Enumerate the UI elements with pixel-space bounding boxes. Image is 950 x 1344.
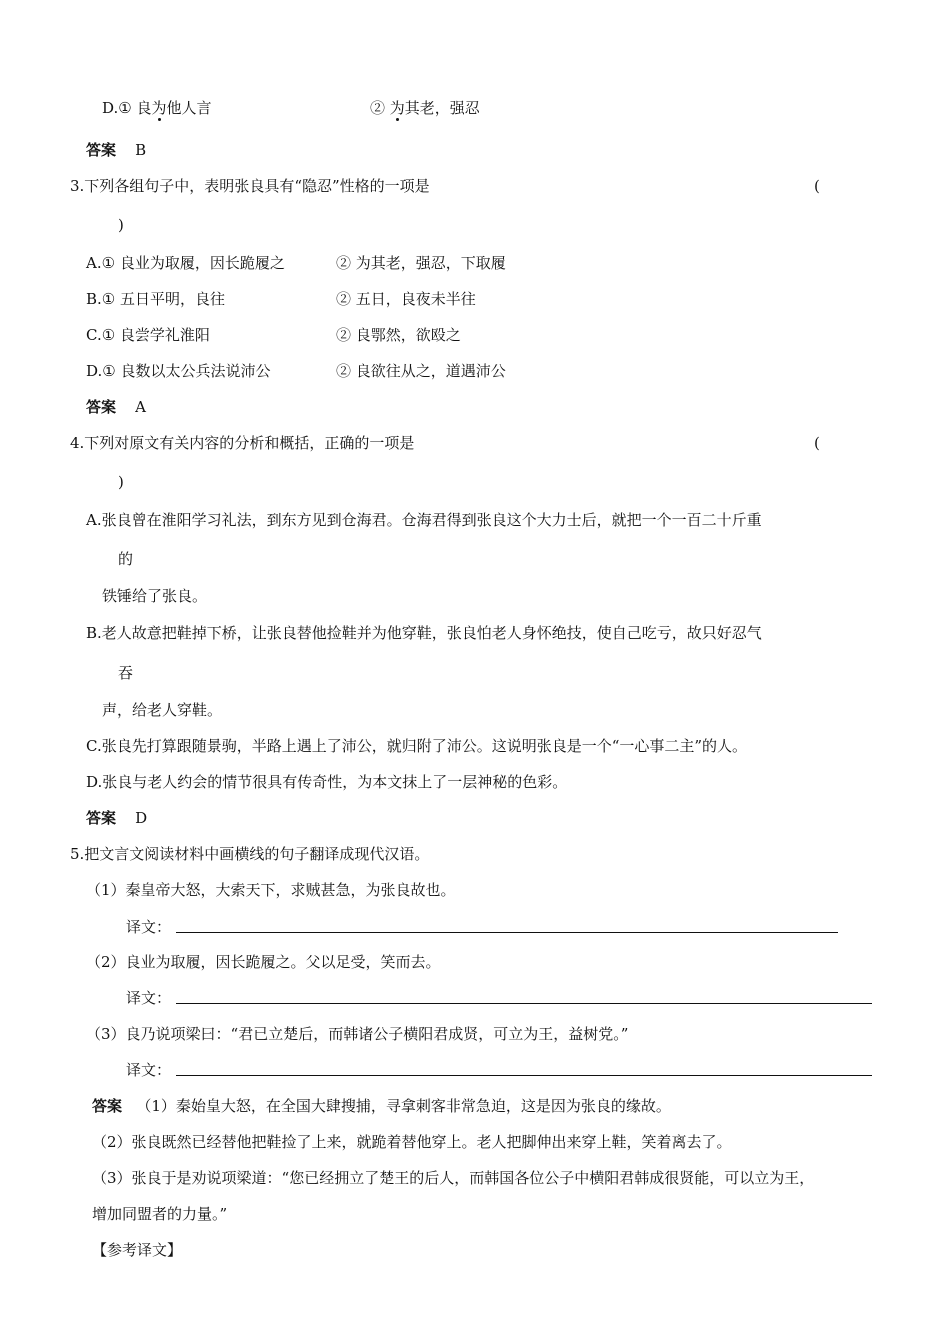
q4-answer: 答案 D [86, 809, 148, 827]
q5-answer-line3: （3）张良于是劝说项梁道：“您已经拥立了楚王的后人，而韩国各位公子中横阳君韩成很贤能，可以立为王， [92, 1169, 815, 1187]
q4-option-a-line1: A.张良曾在淮阳学习礼法，到东方见到仓海君。仓海君得到张良这个大力士后，就把一个一百二十斤重 [86, 511, 762, 529]
q5-item-2: （2）良业为取履，因长跪履之。父以足受，笑而去。 [86, 953, 441, 971]
q5-item-1-label: 译文： [126, 918, 172, 936]
q2-option-d-left: D.① 良为他人言 [102, 99, 212, 117]
q3-option-c-left: C.① 良尝学礼淮阳 [86, 326, 210, 344]
q4-stem: 4.下列对原文有关内容的分析和概括，正确的一项是 [70, 434, 415, 452]
q3-option-b-right: ② 五日，良夜未半往 [336, 290, 476, 308]
q5-item-3-label: 译文： [126, 1061, 172, 1079]
q4-option-c: C.张良先打算跟随景驹，半路上遇上了沛公，就归附了沛公。这说明张良是一个“一心事二主”的人。 [86, 737, 748, 755]
q2-answer: 答案 B [86, 141, 147, 159]
q4-option-b-line3: 声，给老人穿鞋。 [102, 701, 223, 719]
q5-item-1-blank[interactable] [176, 932, 838, 933]
q3-stem: 3.下列各组句子中，表明张良具有“隐忍”性格的一项是 [70, 177, 430, 195]
q3-answer: 答案 A [86, 398, 146, 416]
q4-option-a-line3: 铁锤给了张良。 [102, 587, 208, 605]
q4-option-a-line2: 的 [118, 550, 134, 568]
q5-item-3-blank[interactable] [176, 1075, 872, 1076]
q5-item-2-label: 译文： [126, 989, 172, 1007]
q4-paren-close: ) [118, 473, 124, 491]
q4-paren-open: ( [814, 434, 820, 452]
q5-item-2-blank[interactable] [176, 1003, 872, 1004]
q3-option-b-left: B.① 五日平明，良往 [86, 290, 226, 308]
answer-label: 答案 [86, 398, 117, 416]
q3-option-a-left: A.① 良业为取履，因长跪履之 [86, 254, 285, 272]
q5-item-1: （1）秦皇帝大怒，大索天下，求贼甚急，为张良故也。 [86, 881, 456, 899]
q5-stem: 5.把文言文阅读材料中画横线的句子翻译成现代汉语。 [70, 845, 430, 863]
q5-answer-line2: （2）张良既然已经替他把鞋捡了上来，就跪着替他穿上。老人把脚伸出来穿上鞋，笑着离去了。 [92, 1133, 732, 1151]
answer-label: 答案 [86, 809, 117, 827]
q3-paren-close: ) [118, 216, 124, 234]
q4-option-d: D.张良与老人约会的情节很具有传奇性，为本文抹上了一层神秘的色彩。 [86, 773, 568, 791]
reference-translation-heading: 【参考译文】 [92, 1241, 183, 1259]
answer-label: 答案 [86, 141, 117, 159]
q3-option-d-left: D.① 良数以太公兵法说沛公 [86, 362, 271, 380]
q5-item-3: （3）良乃说项梁曰：“君已立楚后，而韩诸公子横阳君成贤，可立为王，益树党。” [86, 1025, 629, 1043]
q3-option-a-right: ② 为其老，强忍，下取履 [336, 254, 506, 272]
q3-paren-open: ( [814, 177, 820, 195]
q5-answer-line1: 答案 （1）秦始皇大怒，在全国大肆搜捕，寻拿刺客非常急迫，这是因为张良的缘故。 [92, 1097, 671, 1115]
q2-option-d-right: ② 为其老，强忍 [370, 99, 480, 117]
q4-option-b-line1: B.老人故意把鞋掉下桥，让张良替他捡鞋并为他穿鞋，张良怕老人身怀绝技，使自己吃亏，故只好忍气 [86, 624, 762, 642]
q4-option-b-line2: 吞 [118, 664, 134, 682]
answer-label: 答案 [92, 1097, 123, 1115]
q3-option-c-right: ② 良鄂然，欲殴之 [336, 326, 461, 344]
q3-option-d-right: ② 良欲往从之，道遇沛公 [336, 362, 506, 380]
q5-answer-line4: 增加同盟者的力量。” [92, 1205, 228, 1223]
